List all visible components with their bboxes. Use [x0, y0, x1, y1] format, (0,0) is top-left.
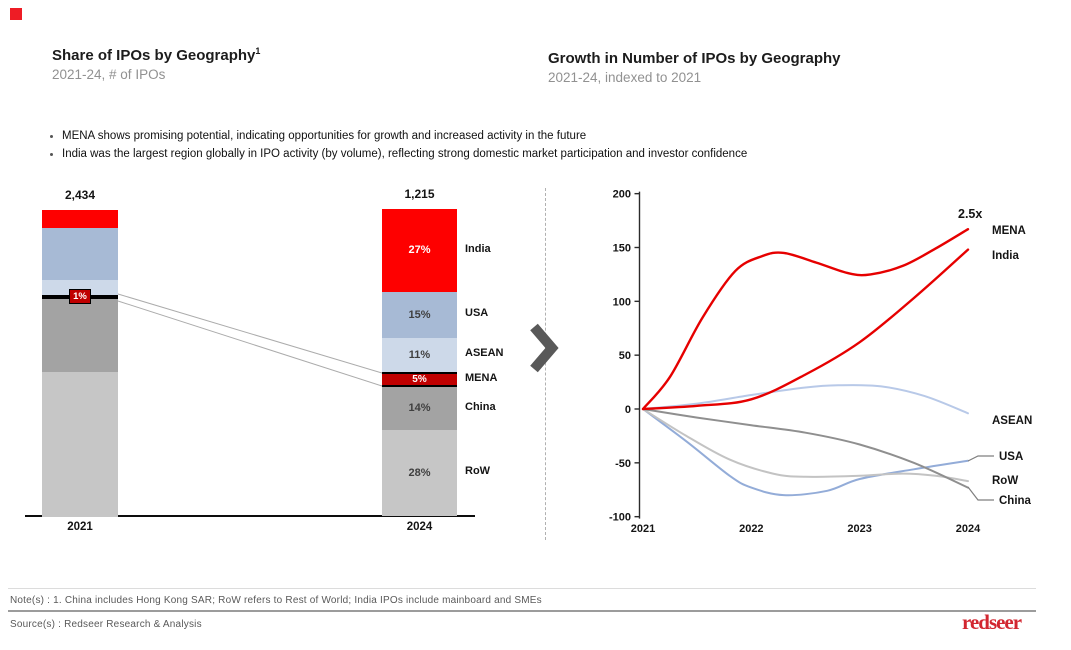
segment-name-usa: USA: [465, 307, 489, 319]
segment-name-india: India: [465, 242, 491, 255]
segment-label: 28%: [408, 467, 431, 479]
bar-total-2024: 1,215: [404, 187, 435, 201]
segment-name-mena: MENA: [465, 371, 498, 384]
segment-label: 5%: [412, 374, 427, 385]
segment-name-asean: ASEAN: [465, 347, 504, 359]
bar-2024: [382, 209, 457, 516]
segment-label: 27%: [408, 244, 431, 256]
series-label-usa: USA: [999, 451, 1024, 463]
segment-china-2021: [42, 299, 118, 372]
y-tick-label: -50: [615, 457, 631, 470]
title-note-reference: 1: [255, 46, 261, 56]
segment-name-row: RoW: [465, 465, 491, 477]
chevron-path: [534, 327, 552, 369]
x-tick-label: 2023: [847, 523, 872, 535]
growth-annotation: 2.5x: [958, 207, 983, 221]
footnote-text: Note(s) : 1. China includes Hong Kong SAR; RoW refers to Rest of World; India IPOs include mainboard and SMEs: [10, 595, 542, 606]
left-chart-title: Share of IPOs by Geography$^1$: [52, 46, 261, 64]
segment-label: 14%: [408, 402, 431, 414]
y-tick-label: 150: [612, 242, 631, 255]
bar-year-label-2021: 2021: [67, 521, 93, 533]
segment-india-2021: [42, 210, 118, 228]
footer-divider: [8, 610, 1036, 612]
segment-china-2024: [382, 387, 457, 430]
source-text: Source(s) : Redseer Research & Analysis: [10, 619, 202, 630]
line-usa: [643, 409, 968, 495]
segment-row-2024: [382, 430, 457, 516]
line-mena: [643, 229, 968, 409]
left-chart-subtitle: 2021-24, # of IPOs: [52, 67, 166, 82]
line-india: [643, 250, 968, 409]
segment-label: 11%: [408, 349, 431, 361]
segment-asean-2024: [382, 338, 457, 372]
line-asean: [643, 385, 968, 413]
redseer-logo: redseer: [962, 610, 1022, 634]
y-tick-label: 50: [618, 350, 631, 363]
bar-year-label-2024: 2024: [406, 521, 433, 533]
bar-2021: [42, 210, 118, 516]
y-tick-label: 0: [624, 404, 631, 416]
x-tick-label: 2021: [630, 523, 656, 535]
footer-divider-light: [8, 588, 1036, 589]
chevron-right-icon: [527, 322, 563, 376]
right-chart-subtitle: 2021-24, indexed to 2021: [548, 70, 702, 85]
series-label-row: RoW: [992, 475, 1019, 487]
series-label-asean: ASEAN: [992, 415, 1033, 427]
segment-usa-2024: [382, 292, 457, 338]
right-chart-title: Growth in Number of IPOs by Geography: [548, 50, 841, 67]
bar-total-2021: 2,434: [64, 188, 96, 202]
usa-label-connector: [968, 456, 994, 461]
segment-mena-2024: [382, 372, 457, 387]
china-label-connector: [968, 487, 994, 500]
bullet-item: • India was the largest region globally in IPO activity (by volume), reflecting strong domestic market participation and investor confidence: [62, 146, 1042, 164]
segment-usa-2021: [42, 228, 118, 280]
segment-name-china: China: [465, 400, 496, 413]
series-label-mena: MENA: [992, 225, 1026, 237]
segment-label-chip: 1%: [69, 289, 91, 304]
y-tick-label: 200: [612, 188, 631, 201]
y-tick-label: 100: [612, 296, 631, 309]
growth-line-chart: [590, 178, 1071, 550]
segment-row-2021: [42, 372, 118, 517]
segment-india-2024: [382, 209, 457, 292]
series-label-china: China: [999, 495, 1031, 507]
x-tick-label: 2024: [955, 523, 981, 535]
y-tick-label: -100: [608, 511, 631, 524]
bullet-item: • MENA shows promising potential, indicating opportunities for growth and increased activity in the future: [62, 128, 1042, 146]
x-tick-label: 2022: [739, 523, 764, 535]
segment-label: 15%: [408, 309, 431, 321]
series-label-india: India: [992, 250, 1019, 262]
